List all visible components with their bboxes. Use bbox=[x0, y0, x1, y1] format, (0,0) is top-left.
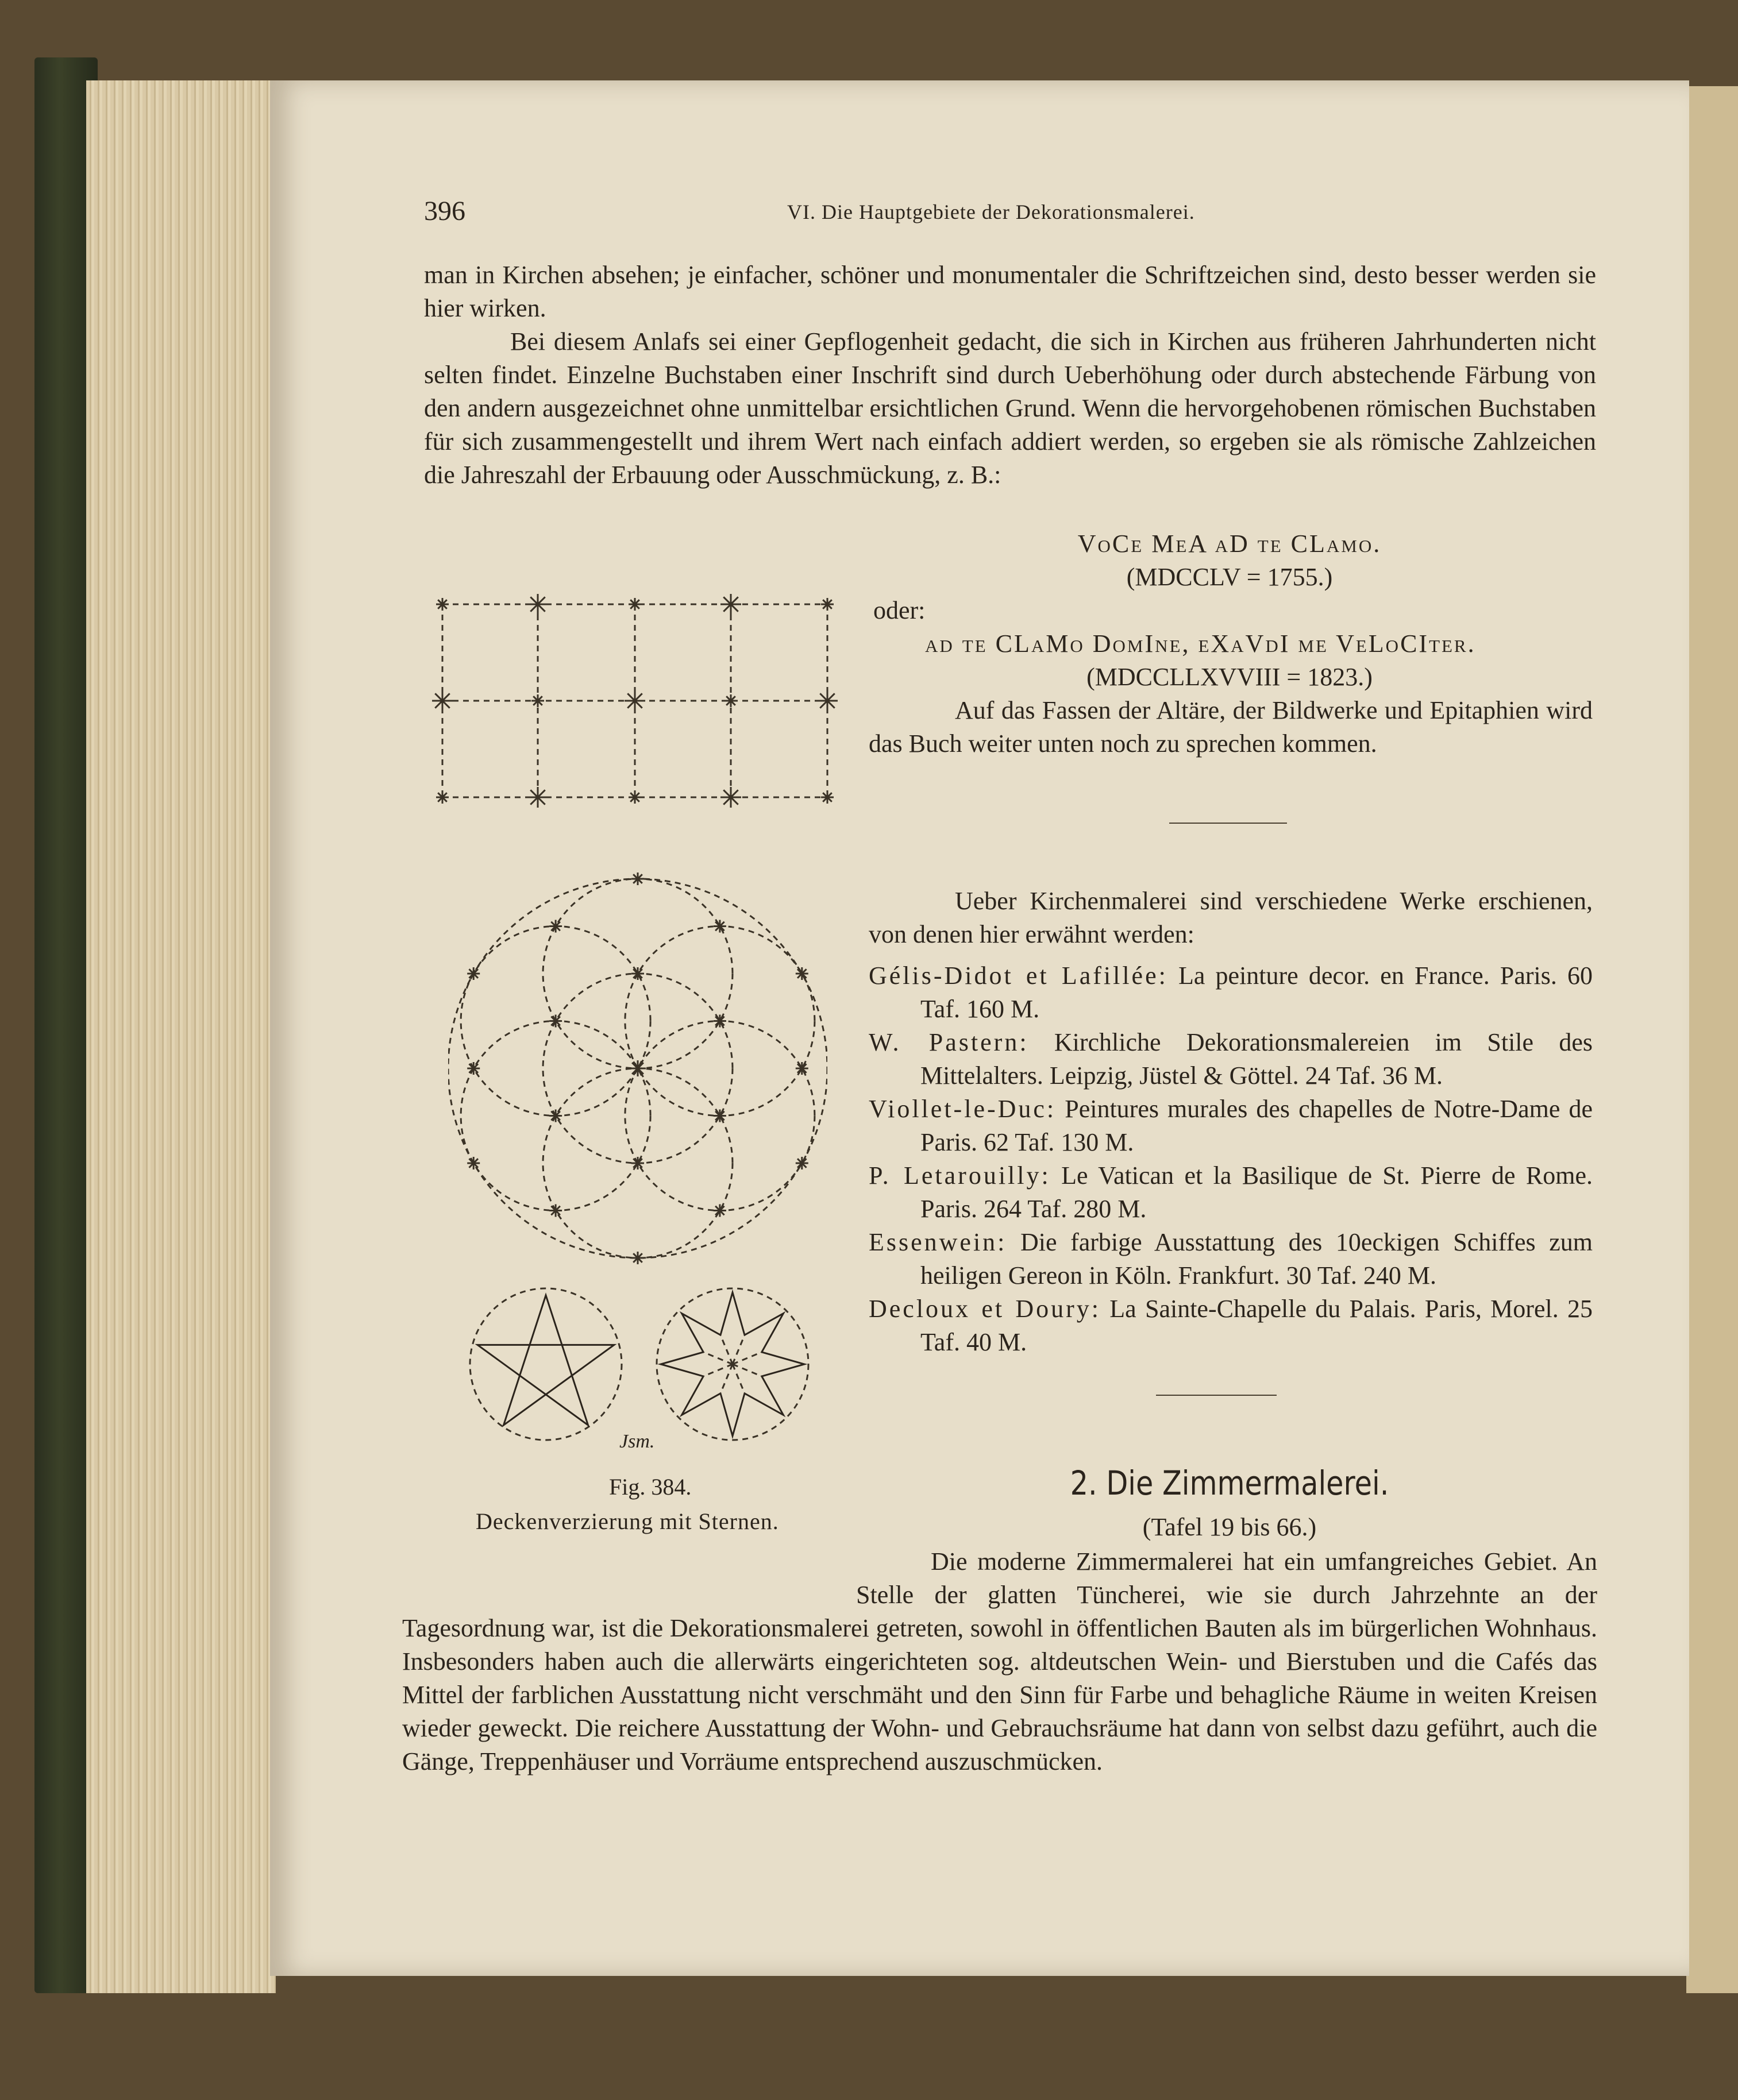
figure-number: Fig. 384. bbox=[609, 1474, 692, 1500]
separator-rule bbox=[1169, 823, 1287, 824]
pentagram-circle bbox=[470, 1288, 622, 1440]
bibliography-details: La Sainte-Chapelle du Palais. Paris, Morel. 25 Taf. 40 M. bbox=[920, 1295, 1593, 1356]
grid-star bbox=[432, 690, 453, 711]
grid-star bbox=[720, 787, 741, 808]
rosette-star bbox=[549, 920, 562, 933]
example-2-value: (MDCCLLXVVIII = 1823.) bbox=[1086, 663, 1373, 691]
pentagram-star bbox=[477, 1295, 614, 1425]
rosette-star bbox=[549, 1110, 562, 1122]
section-body: Die moderne Zimmermalerei hat ein umfangreiches Gebiet. An Stelle der glatten Tüncherei, wie sie durch Jahrzehnte an der Tagesordnung war, ist die Dekorationsmalerei getreten, sowohl in öffentlichen Bauten als im bürgerlichen Wohnhaus. Insbesonders haben auch die allerwärts eingerichteten sog. altdeutschen Wein- und Bierstuben und die Cafés das Mittel der farblichen Ausstattung nicht verschmäht und den Sinn für Farbe und behagliche Räume in weiten Kreisen wieder geweckt. Die reichere Ausstattung der Wohn- und Gebrauchsräume hat dann von selbst dazu geführt, auch die Gänge, Treppenhäuser und Vorräume entsprechend auszuschmücken. bbox=[402, 1547, 1597, 1775]
bibliography-entry bbox=[869, 1159, 1593, 1226]
page-stack bbox=[86, 80, 276, 1993]
bibliography-details: Die farbige Ausstattung des 10eckigen Schiffes zum heiligen Gereon in Köln. Frankfurt. 30 Taf. 240 M. bbox=[920, 1228, 1593, 1290]
bibliography-entry bbox=[869, 1292, 1593, 1359]
grid-star bbox=[821, 791, 834, 804]
grid-star bbox=[720, 594, 741, 615]
page-number: 396 bbox=[424, 196, 465, 226]
figure-wrap-space bbox=[402, 1545, 856, 1612]
rosette-star bbox=[714, 1015, 726, 1028]
bibliography-entry bbox=[869, 959, 1593, 1026]
rosette-star bbox=[549, 1204, 562, 1217]
rosette-star bbox=[631, 1252, 644, 1264]
rosette-stars bbox=[467, 873, 808, 1264]
running-title: VI. Die Hauptgebiete der Dekorationsmalerei. bbox=[787, 200, 1195, 223]
bibliography-entry bbox=[869, 1026, 1593, 1093]
separator-rule-2 bbox=[1156, 1395, 1277, 1396]
grid-star bbox=[436, 791, 449, 804]
grid-star bbox=[527, 594, 548, 615]
grid-star bbox=[725, 694, 737, 707]
grid-star bbox=[629, 598, 641, 611]
grid-star bbox=[436, 598, 449, 611]
bibliography-details: Kirchliche Dekorationsmalereien im Stile des Mittelalters. Leipzig, Jüstel & Göttel. 24 Taf. 36 M. bbox=[920, 1028, 1593, 1090]
rosette-star bbox=[467, 1157, 480, 1169]
rosette-star bbox=[467, 967, 480, 980]
rosette-star bbox=[714, 920, 726, 933]
section-body-block bbox=[402, 1545, 1597, 1890]
altar-paragraph: Auf das Fassen der Altäre, der Bildwerke und Epitaphien wird das Buch weiter unten noch zu sprechen kommen. bbox=[869, 696, 1593, 758]
bibliography-entry bbox=[869, 1226, 1593, 1292]
monogram: Jsm. bbox=[619, 1431, 655, 1452]
bibliography-author: W. Pastern: bbox=[869, 1028, 1029, 1056]
rosette-star bbox=[467, 1062, 480, 1075]
grid-star bbox=[817, 690, 838, 711]
bibliography-author: Essenwein: bbox=[869, 1228, 1007, 1256]
example-2-text: ad te CLaMo DomIne, eXaVdI me VeLoCIter. bbox=[925, 630, 1476, 658]
paragraph-1: man in Kirchen absehen; je einfacher, schöner und monumentaler die Schriftzeichen sind, desto besser werden sie hier wirken. bbox=[424, 261, 1596, 322]
facing-page-edge bbox=[1686, 86, 1738, 1993]
octagram-inner-lines bbox=[703, 1335, 762, 1393]
bibliography-details: La peinture decor. en France. Paris. 60 Taf. 160 M. bbox=[920, 962, 1593, 1023]
rosette-star bbox=[796, 967, 808, 980]
rosette-star bbox=[631, 1157, 644, 1169]
example-1-value: (MDCCLV = 1755.) bbox=[1126, 563, 1333, 591]
bibliography-entry bbox=[869, 1093, 1593, 1159]
grid-star-diagram bbox=[425, 580, 850, 816]
bibliography-author: Gélis-Didot et Lafillée: bbox=[869, 962, 1168, 990]
rosette-star bbox=[549, 1015, 562, 1028]
rosette-star bbox=[631, 967, 644, 980]
bibliography-details: Le Vatican et la Basilique de St. Pierre de Rome. Paris. 264 Taf. 280 M. bbox=[920, 1161, 1593, 1223]
grid-star bbox=[629, 791, 641, 804]
section-plates: (Tafel 19 bis 66.) bbox=[1142, 1513, 1317, 1541]
bibliography-list bbox=[869, 959, 1593, 1359]
figure-caption: Deckenverzierung mit Sternen. bbox=[476, 1508, 779, 1534]
bibliography-details: Peintures murales des chapelles de Notre-Dame de Paris. 62 Taf. 130 M. bbox=[920, 1095, 1593, 1156]
grid-star bbox=[625, 690, 645, 711]
bibliography-author: Viollet-le-Duc: bbox=[869, 1095, 1057, 1123]
rosette-star bbox=[714, 1204, 726, 1217]
example-1-text: VoCe MeA aD te CLamo. bbox=[1077, 530, 1382, 558]
grid-star bbox=[821, 598, 834, 611]
rosette-star bbox=[714, 1110, 726, 1122]
grid-star bbox=[527, 787, 548, 808]
bibliography-intro: Ueber Kirchenmalerei sind verschiedene Werke erschienen, von denen hier erwähnt werden: bbox=[869, 887, 1593, 948]
oder-label: oder: bbox=[873, 596, 926, 624]
rosette-star bbox=[630, 1060, 646, 1076]
section-heading: 2. Die Zimmermalerei. bbox=[1070, 1464, 1389, 1503]
bibliography-author: P. Letarouilly: bbox=[869, 1161, 1051, 1190]
paragraph-2: Bei diesem Anlafs sei einer Gepflogenheit gedacht, die sich in Kirchen aus früheren Jahrhunderten nicht selten findet. Einzelne Buchstaben einer Inschrift sind durch Ueberhöhung oder durch abstechende Färbung von den andern ausgezeichnet ohne unmittelbar ersichtlichen Grund. Wenn die hervorgehobenen römischen Buchstaben für sich zusammengestellt und ihrem Wert nach einfach addiert werden, so ergeben sie als römische Zahlzeichen die Jahreszahl der Erbauung oder Ausschmückung, z. B.: bbox=[424, 327, 1596, 489]
rosette-circle-diagram bbox=[448, 856, 827, 1281]
grid-star bbox=[531, 694, 544, 707]
rosette-star bbox=[796, 1157, 808, 1169]
bibliography-author: Decloux et Doury: bbox=[869, 1295, 1101, 1323]
rosette-star bbox=[796, 1062, 808, 1075]
star-figures bbox=[460, 1287, 822, 1459]
rosette-star bbox=[631, 873, 644, 885]
